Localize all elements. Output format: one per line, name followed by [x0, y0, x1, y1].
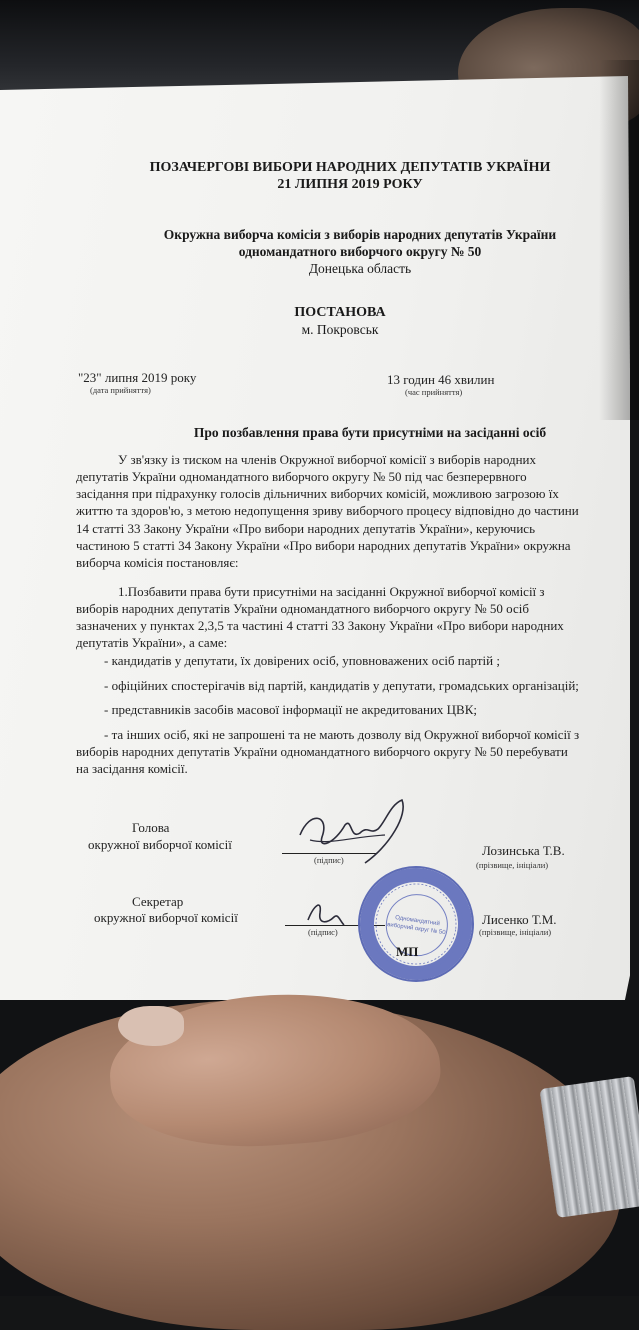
list-item: - та інших осіб, які не запрошені та не мають дозволу від Окружної виборчої комісії з: [104, 727, 580, 742]
commission-region: Донецька область: [308, 261, 412, 276]
list-item: - представників засобів масової інформації не акредитованих ЦВК;: [104, 702, 477, 717]
seal-mark: МП: [396, 944, 419, 959]
decree-time: 13 годин 46 хвилин: [387, 372, 495, 387]
head-name-caption: (прізвище, ініціали): [476, 860, 549, 870]
secretary-title-2: окружної виборчої комісії: [94, 910, 238, 925]
secretary-name-caption: (прізвище, ініціали): [479, 927, 552, 937]
decree-time-caption: (час прийняття): [405, 387, 463, 397]
preamble-line: виборча комісія постановляє:: [76, 555, 239, 570]
secretary-signature-caption: (підпис): [308, 927, 338, 937]
list-item: - офіційних спостерігачів від партій, кандидатів у депутати, громадських організацій;: [104, 678, 579, 693]
sheet-edge-shadow: [599, 60, 639, 420]
list-item: - кандидатів у депутати, їх довірених осіб, уповноважених осіб партій ;: [104, 653, 500, 668]
official-stamp: [350, 858, 481, 989]
clause-line: зазначених у пунктах 2,3,5 та частині 4 статті 33 Закону України «Про вибори народних: [76, 618, 564, 633]
decree-subject: Про позбавлення права бути присутніми на засіданні осіб: [193, 425, 547, 440]
head-title: Голова: [132, 820, 170, 835]
commission-line1: Окружна виборча комісія з виборів народних депутатів України: [163, 227, 557, 242]
thumbnail: [118, 1006, 184, 1046]
clause-line: виборів народних депутатів України одномандатного виборчого округу № 50 осіб: [76, 601, 529, 616]
secretary-title: Секретар: [132, 894, 184, 909]
election-header-line1: ПОЗАЧЕРГОВІ ВИБОРИ НАРОДНИХ ДЕПУТАТІВ УКРАЇНИ: [149, 160, 551, 175]
list-item-continuation: виборів народних депутатів України одномандатного виборчого округу № 50 перебувати: [76, 744, 568, 759]
secretary-name: Лисенко Т.М.: [482, 912, 557, 927]
wristwatch-band: [539, 1076, 639, 1218]
clause-line: 1.Позбавити права бути присутніми на засіданні Окружної виборчої комісії з: [118, 584, 545, 599]
stamp-inner-text: Одномандатний виборчий округ № 50: [382, 890, 452, 960]
commission-line2: одномандатного виборчого округу № 50: [238, 244, 482, 259]
list-item-continuation: на засідання комісії.: [76, 761, 188, 776]
head-title-2: окружної виборчої комісії: [88, 837, 232, 852]
decree-city: м. Покровськ: [301, 322, 379, 337]
decree-date-caption: (дата прийняття): [90, 385, 151, 395]
head-name: Лозинська Т.В.: [482, 843, 565, 858]
decree-date: "23" липня 2019 року: [78, 370, 197, 385]
head-signature-caption: (підпис): [314, 855, 344, 865]
clause-line: депутатів України», а саме:: [76, 635, 228, 650]
preamble-line: 14 статті 33 Закону України «Про вибори народних депутатів України», керуючись: [76, 521, 535, 536]
preamble-line: У зв'язку із тиском на членів Окружної виборчої комісії з виборів народних: [118, 452, 536, 467]
preamble-line: засідання при підрахунку голосів дільничних виборчих комісій, можливою загрозою їх: [76, 486, 559, 501]
election-header-line2: 21 ЛИПНЯ 2019 РОКУ: [277, 177, 423, 192]
preamble-line: частиною 5 статті 34 Закону України «Про вибори народних депутатів України» окружна: [76, 538, 571, 553]
secretary-signature-scribble: [300, 895, 350, 935]
head-signature-scribble: [290, 795, 415, 870]
preamble-line: депутатів України одномандатного виборчого округу № 50 під час безперервного: [76, 469, 527, 484]
decree-title: ПОСТАНОВА: [294, 305, 386, 320]
preamble-line: життю та здоров'ю, з метою недопущення зриву виборчого процесу відповідно до частини: [76, 503, 579, 518]
